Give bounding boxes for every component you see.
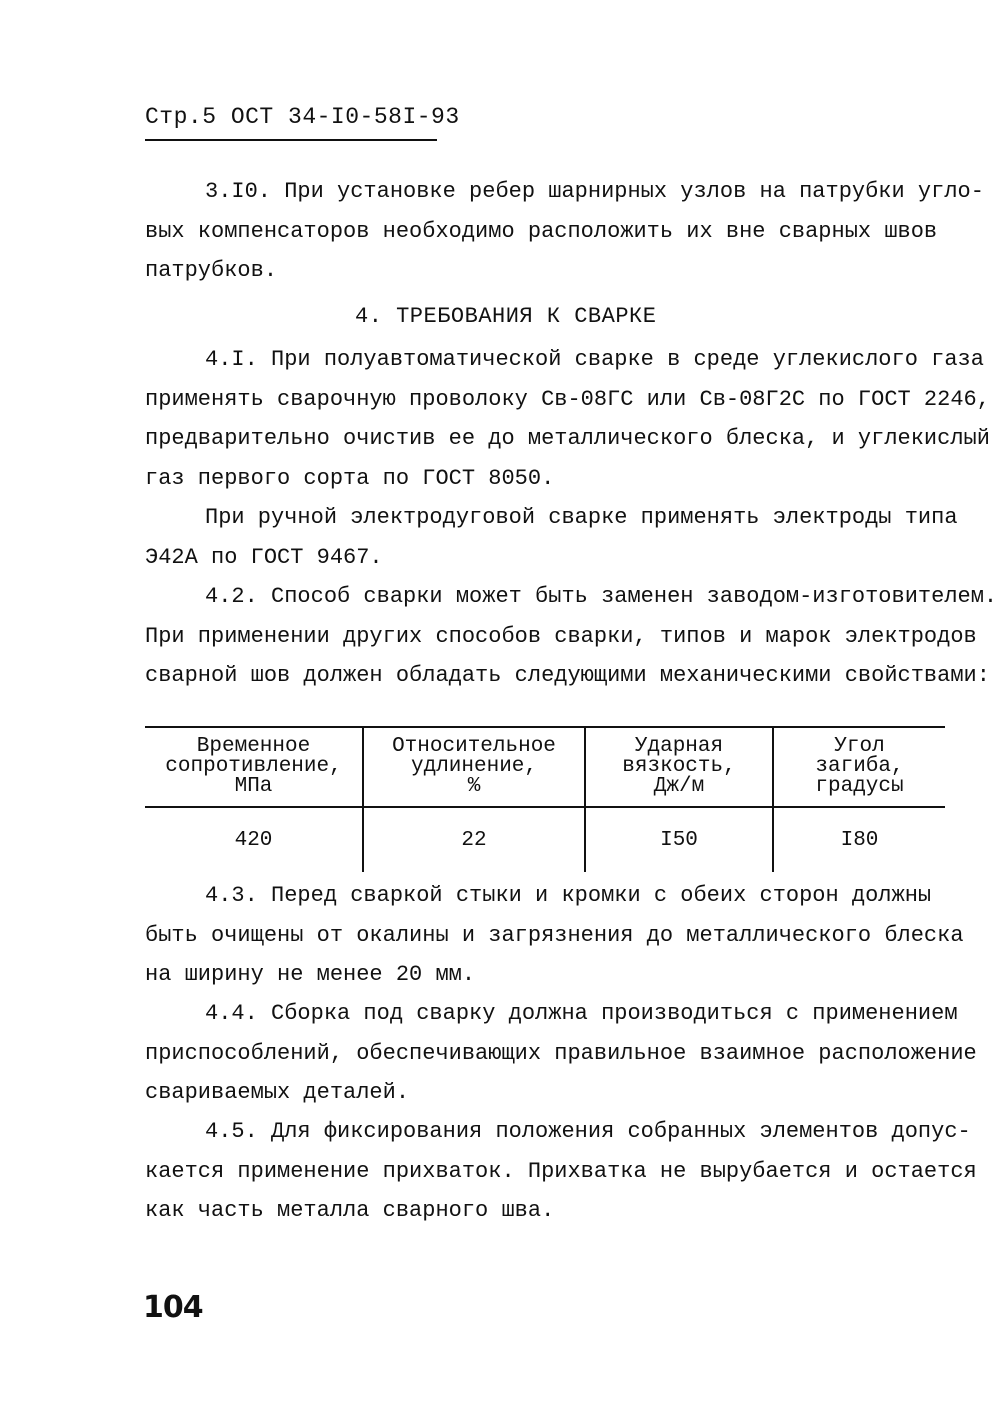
paragraph-4-4 (145, 994, 977, 1113)
header-line: Угол (834, 735, 885, 758)
paragraph-line: Э42А по ГОСТ 9467. (145, 544, 383, 570)
paragraph-line: сварной шов должен обладать следующими механическими свойствами: (145, 663, 990, 688)
paragraph-4-1 (145, 340, 990, 498)
header-line: Относительное (392, 735, 556, 758)
paragraph-line: 3.I0. При установке ребер шарнирных узлов на патрубки угло- (205, 179, 984, 204)
paragraph-4-3 (145, 876, 964, 995)
header-line: Ударная (634, 735, 724, 758)
paragraph-line: вых компенсаторов необходимо расположить их вне сварных швов (145, 218, 938, 244)
paragraph-4-2 (145, 577, 998, 696)
paragraph-line: 4.3. Перед сваркой стыки и кромки с обеих сторон должны (205, 883, 932, 908)
mechanical-properties-table (145, 726, 945, 872)
paragraph-line: 4.4. Сборка под сварку должна производиться с применением (205, 1001, 958, 1026)
header-line: % (467, 775, 481, 798)
paragraph-3-10 (145, 172, 984, 291)
table-header-row (145, 727, 945, 807)
paragraph-line: кается применение прихваток. Прихватка не вырубается и остается (145, 1158, 977, 1184)
paragraph-line: При ручной электродуговой сварке применять электроды типа (205, 505, 958, 530)
paragraph-4-5 (145, 1112, 977, 1231)
header-tensile-strength (145, 727, 363, 807)
paragraph-line: 4.5. Для фиксирования положения собранных элементов допус- (205, 1119, 971, 1144)
page-number: 104 (143, 1290, 203, 1325)
header-line: Дж/м (653, 775, 705, 798)
table-row (145, 807, 945, 872)
paragraph-line: При применении других способов сварки, типов и марок электродов (145, 623, 977, 649)
header-line: удлинение, (410, 755, 538, 778)
paragraph-line: газ первого сорта по ГОСТ 8050. (145, 465, 555, 491)
paragraph-line: свариваемых деталей. (145, 1080, 410, 1105)
header-underline (145, 139, 437, 141)
header-line: сопротивление, (165, 755, 342, 778)
header-line: МПа (234, 775, 273, 798)
header-impact-strength (585, 727, 773, 807)
paragraph-line: как часть металла сварного шва. (145, 1198, 555, 1223)
header-line: вязкость, (622, 755, 736, 778)
header-bend-angle (773, 727, 945, 807)
value-tensile-strength: 420 (234, 828, 273, 852)
header-line: загиба, (815, 755, 904, 778)
header-elongation (363, 727, 585, 807)
paragraph-line: 4.I. При полуавтоматической сварке в среде углекислого газа (205, 347, 984, 372)
paragraph-line: 4.2. Способ сварки может быть заменен заводом-изготовителем. (205, 584, 998, 609)
header-line: градусы (815, 775, 904, 798)
value-bend-angle: I80 (773, 807, 945, 872)
paragraph-line: приспособлений, обеспечивающих правильное взаимное расположение (145, 1040, 977, 1066)
page-header: Стр.5 ОСТ 34-I0-58I-93 (145, 104, 460, 130)
paragraph-line: предварительно очистив ее до металлического блеска, и углекислый (145, 426, 990, 451)
paragraph-manual-welding (145, 498, 958, 577)
value-elongation: 22 (363, 807, 585, 872)
header-line: Временное (196, 735, 311, 758)
paragraph-line: на ширину не менее 20 мм. (145, 962, 476, 987)
paragraph-line: применять сварочную проволоку Св-08ГС или Св-08Г2С по ГОСТ 2246, (145, 386, 990, 412)
paragraph-line: быть очищены от окалины и загрязнения до металлического блеска (145, 922, 964, 948)
section-title: 4. ТРЕБОВАНИЯ К СВАРКЕ (355, 304, 657, 329)
paragraph-line: патрубков. (145, 258, 278, 283)
value-impact-strength: I50 (585, 807, 773, 872)
